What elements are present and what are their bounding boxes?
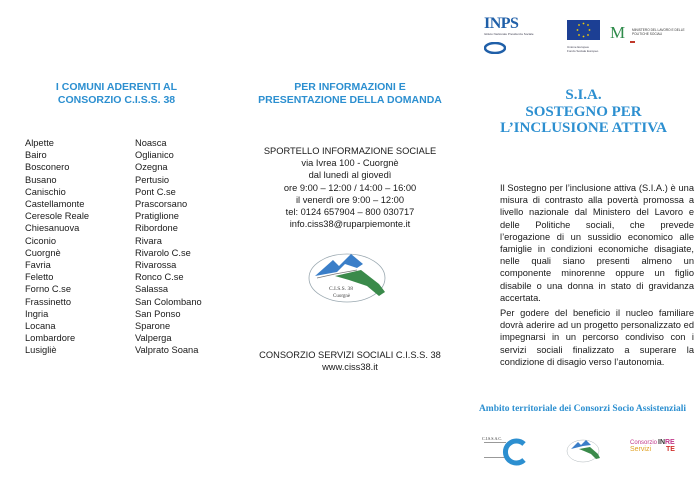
comune-item: Canischio <box>25 186 66 197</box>
logo-text-1: C.I.S.S. 38 <box>329 286 353 292</box>
inrete-servizi: Servizi <box>630 445 652 453</box>
ministry-text: MINISTERO DEL LAVORO E DELLE POLITICHE SOCIALI <box>632 28 685 36</box>
comuni-list-col1 <box>25 137 89 357</box>
info-line: tel: 0124 657904 – 800 030717 <box>285 207 415 218</box>
sia-title-line1: S.I.A. <box>565 87 602 103</box>
inps-swirl-icon <box>484 42 506 54</box>
comune-item: Busano <box>25 174 57 185</box>
cissac-logo <box>482 436 532 466</box>
inps-subtitle: Istituto Nazionale Previdenza Sociale <box>484 32 534 36</box>
comune-item: Oglianico <box>135 150 174 161</box>
cissac-text: C.I.S.S.A.C. <box>482 436 503 441</box>
inrete-logo <box>630 440 690 464</box>
ministry-logo <box>610 24 698 44</box>
comune-item: Rivarolo C.se <box>135 247 191 258</box>
info-heading <box>233 81 467 107</box>
comune-item: Feletto <box>25 272 54 283</box>
comune-item: Frassinetto <box>25 296 71 307</box>
comune-item: Forno C.se <box>25 284 71 295</box>
comune-item: Ronco C.se <box>135 272 184 283</box>
comune-item: Alpette <box>25 138 54 148</box>
comune-item: Salassa <box>135 284 169 295</box>
comuni-heading <box>0 81 233 107</box>
sia-requirements: Per godere del beneficio il nucleo familiare dovrà aderire ad un progetto personalizzato ed impegnarsi in un percorso condiviso con i servizi sociali finalizzato a superare la condizione di disagio verso l’autonomia. <box>500 308 694 367</box>
consortium-name: CONSORZIO SERVIZI SOCIALI C.I.S.S. 38 <box>259 350 441 360</box>
comune-item: Valprato Soana <box>135 345 199 356</box>
comune-item: Ozegna <box>135 162 168 173</box>
comune-item: Pont C.se <box>135 186 176 197</box>
inrete-re: RE <box>665 439 675 446</box>
sia-description: Il Sostegno per l’inclusione attiva (S.I.A.) è una misura di contrasto alla povertà promossa a livello nazionale dal Ministero del Lavoro e delle Politiche sociali, che prevede l’erogazione di un sussidio economico alle famiglie in condizioni economiche disagiate, nelle quali siano presenti almeno un componente minorenne oppure un figlio disabile o una donna in stato di gravidanza accertata. <box>500 183 694 303</box>
comune-item: Prascorsano <box>135 199 188 210</box>
comune-item: Ciconio <box>25 235 57 246</box>
info-line: dal lunedì al giovedì <box>308 170 392 181</box>
consortium-website[interactable]: www.ciss38.it <box>322 362 378 373</box>
info-line: via Ivrea 100 - Cuorgnè <box>301 158 399 169</box>
comune-item: Cuorgnè <box>25 247 61 258</box>
comune-item: Bairo <box>25 150 47 161</box>
info-line: SPORTELLO INFORMAZIONE SOCIALE <box>263 146 437 156</box>
comune-item: San Ponso <box>135 308 181 319</box>
ciss38-logo <box>305 248 397 310</box>
cissac-c-icon <box>502 438 530 466</box>
info-heading-line2: PRESENTAZIONE DELLA DOMANDA <box>258 94 442 106</box>
eu-flag-icon <box>567 20 600 40</box>
ministry-letter: M <box>610 23 626 42</box>
info-line: ore 9:00 – 12:00 / 14:00 – 16:00 <box>283 182 417 193</box>
ambito-title: Ambito territoriale dei Consorzi Socio Assistenziali <box>478 404 687 414</box>
comune-item: Noasca <box>135 138 167 148</box>
inrete-te: TE <box>666 445 675 453</box>
comune-item: Lombardore <box>25 333 76 344</box>
comune-item: Rivarossa <box>135 260 177 271</box>
ciss38-small-logo <box>565 437 605 465</box>
comuni-heading-line1: I COMUNI ADERENTI AL <box>55 81 178 93</box>
comune-item: Ceresole Reale <box>25 211 90 222</box>
logo-text-2: Cuorgnè <box>333 294 351 299</box>
info-line: info.ciss38@ruparpiemonte.it <box>289 219 411 230</box>
comune-item: Bosconero <box>25 162 70 173</box>
comune-item: Ingria <box>25 308 49 319</box>
comune-item: Pertusio <box>135 174 170 185</box>
inps-wordmark: INPS <box>484 15 519 32</box>
comune-item: San Colombano <box>135 296 202 307</box>
comune-item: Chiesanuova <box>25 223 80 234</box>
eu-logo <box>567 20 601 53</box>
info-heading-line1: PER INFORMAZIONI E <box>294 81 406 93</box>
comune-item: Castellamonte <box>25 199 85 210</box>
comune-item: Pratiglione <box>135 211 179 222</box>
comune-item: Valperga <box>135 333 172 344</box>
comune-item: Sparone <box>135 321 171 332</box>
sia-title-line3: L’INCLUSIONE ATTIVA <box>500 120 667 136</box>
comune-item: Rivara <box>135 235 162 246</box>
comuni-list-col2 <box>135 137 202 357</box>
comune-item: Locana <box>25 321 56 332</box>
eu-caption-2: Fondo Sociale Europeo <box>567 49 599 53</box>
comuni-heading-line2: CONSORZIO C.I.S.S. 38 <box>57 94 176 106</box>
sia-title <box>467 87 700 137</box>
inps-logo <box>484 16 554 56</box>
comune-item: Favria <box>25 260 51 271</box>
info-block <box>233 145 467 230</box>
eu-caption-1: Unione Europea <box>567 45 589 49</box>
ministry-accent <box>630 41 635 43</box>
comune-item: Ribordone <box>135 223 178 234</box>
sia-title-line2: SOSTEGNO PER <box>525 103 642 120</box>
inrete-in: IN <box>658 439 665 446</box>
left-panel <box>0 0 233 495</box>
inrete-consorzio: Consorzio <box>630 440 658 446</box>
comune-item: Lusigliè <box>25 345 57 356</box>
info-line: il venerdì ore 9:00 – 12:00 <box>295 194 405 205</box>
middle-panel <box>233 0 467 495</box>
consortium-footer <box>233 349 467 373</box>
